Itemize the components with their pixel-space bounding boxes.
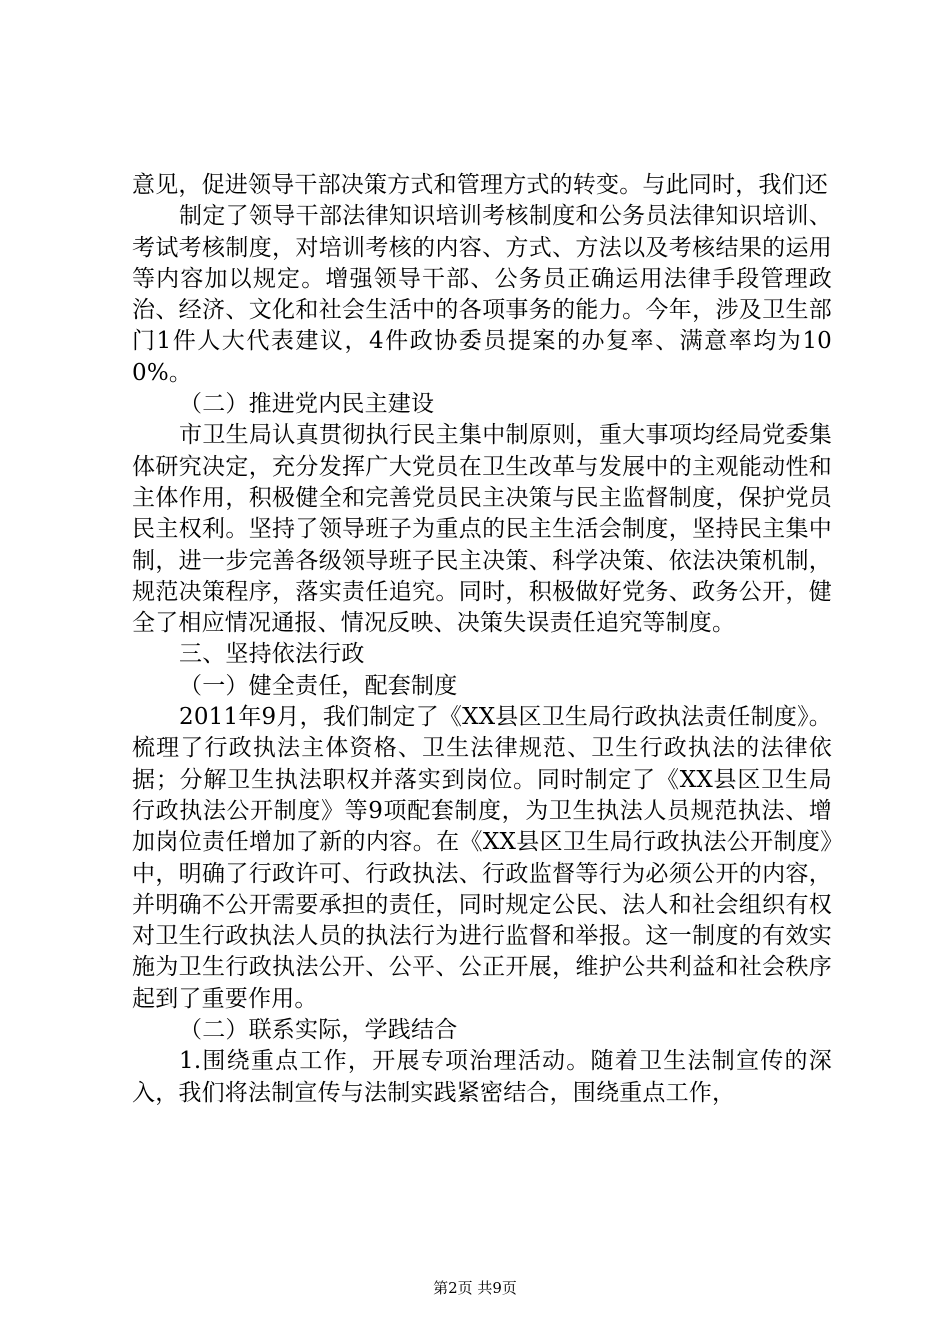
- paragraph: 制定了领导干部法律知识培训考核制度和公务员法律知识培训、考试考核制度，对培训考核的内容、方式、方法以及考核结果的运用等内容加以规定。增强领导干部、公务员正确运用法律手段管理政治、经济、文化和社会生活中的各项事务的能力。今年，涉及卫生部门1件人大代表建议，4件政协委员提案的办复率、满意率均为100%。: [132, 203, 832, 386]
- paragraph: 2011年9月，我们制定了《XX县区卫生局行政执法责任制度》。梳理了行政执法主体资格、卫生法律规范、卫生行政执法的法律依据；分解卫生执法职权并落实到岗位。同时制定了《XX县区卫生局行政执法公开制度》等9项配套制度，为卫生执法人员规范执法、增加岗位责任增加了新的内容。在《XX县区卫生局行政执法公开制度》中，明确了行政许可、行政执法、行政监督等行为必须公开的内容，并明确不公开需要承担的责任，同时规定公民、法人和社会组织有权对卫生行政执法人员的执法行为进行监督和举报。这一制度的有效实施为卫生行政执法公开、公平、公正开展，维护公共利益和社会秩序起到了重要作用。: [132, 704, 832, 1012]
- section-heading: （二）推进党内民主建设: [179, 391, 435, 418]
- paragraph: 市卫生局认真贯彻执行民主集中制原则，重大事项均经局党委集体研究决定，充分发挥广大党员在卫生改革与发展中的主观能动性和主体作用，积极健全和完善党员民主决策与民主监督制度，保护党员民主权利。坚持了领导班子为重点的民主生活会制度，坚持民主集中制，进一步完善各级领导班子民主决策、科学决策、依法决策机制，规范决策程序，落实责任追究。同时，积极做好党务、政务公开，健全了相应情况通报、情况反映、决策失误责任追究等制度。: [132, 422, 832, 637]
- page-footer: [0, 1278, 950, 1298]
- page-number: 第2页 共9页: [433, 1279, 517, 1297]
- section-heading: （二）联系实际，学践结合: [179, 1017, 458, 1044]
- paragraph: 1.围绕重点工作，开展专项治理活动。随着卫生法制宣传的深入，我们将法制宣传与法制实践紧密结合，围绕重点工作，: [132, 1048, 832, 1106]
- document-body: [132, 170, 832, 1109]
- section-heading: （一）健全责任，配套制度: [179, 672, 458, 699]
- section-heading: 三、坚持依法行政: [179, 641, 365, 668]
- paragraph: 意见，促进领导干部决策方式和管理方式的转变。与此同时，我们还: [132, 172, 828, 198]
